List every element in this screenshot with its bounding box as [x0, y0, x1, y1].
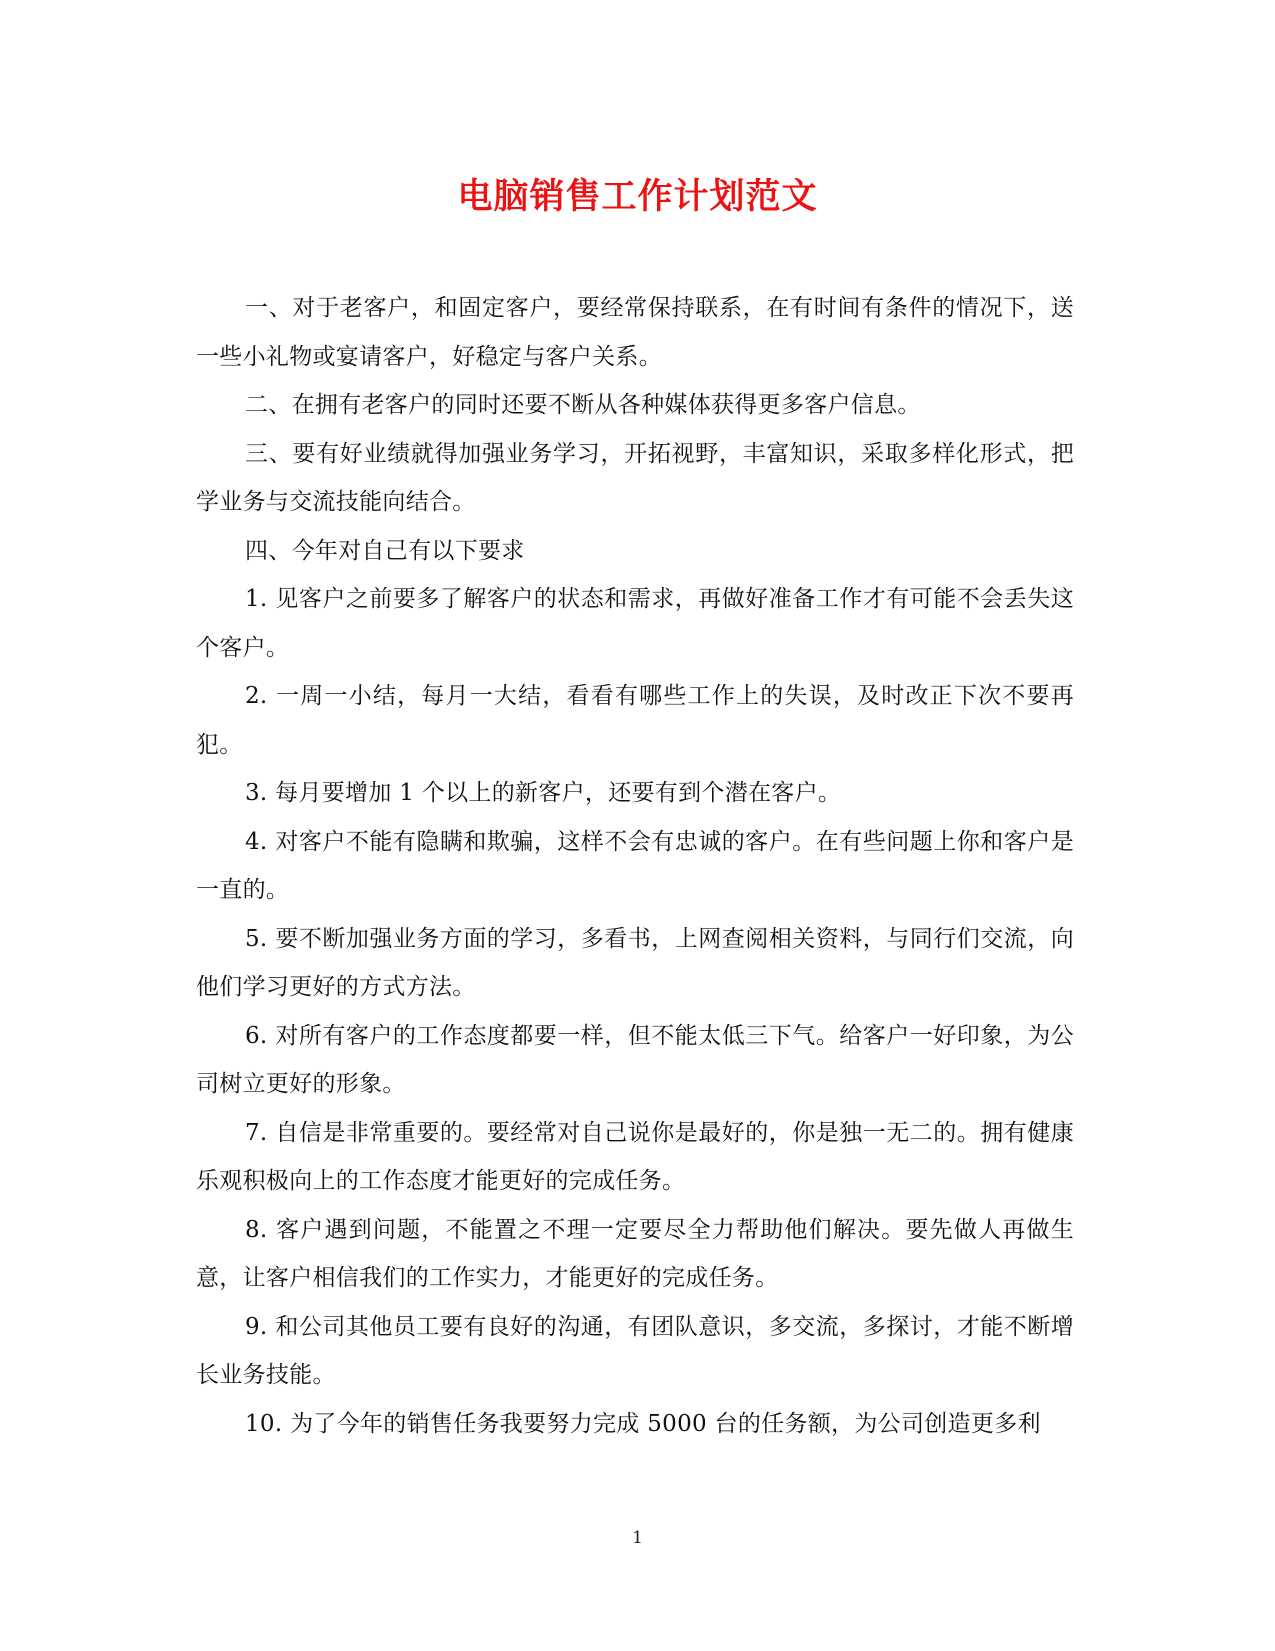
list-item-7: 7. 自信是非常重要的。要经常对自己说你是最好的，你是独一无二的。拥有健康乐观积极向上的工作态度才能更好的完成任务。 — [196, 1119, 1074, 1194]
list-item-5: 5. 要不断加强业务方面的学习，多看书，上网查阅相关资料，与同行们交流，向他们学习更好的方式方法。 — [196, 925, 1074, 1000]
list-item-6: 6. 对所有客户的工作态度都要一样，但不能太低三下气。给客户一好印象，为公司树立更好的形象。 — [196, 1022, 1074, 1097]
paragraph-old-customers: 一、对于老客户，和固定客户，要经常保持联系，在有时间有条件的情况下，送一些小礼物或宴请客户，好稳定与客户关系。 — [196, 295, 1074, 370]
list-item-1: 1. 见客户之前要多了解客户的状态和需求，再做好准备工作才有可能不会丢失这个客户。 — [196, 586, 1074, 661]
document-title: 电脑销售工作计划范文 — [457, 176, 818, 217]
paragraph-new-customer-info: 二、在拥有老客户的同时还要不断从各种媒体获得更多客户信息。 — [245, 392, 921, 418]
paragraph-business-study: 三、要有好业绩就得加强业务学习，开拓视野，丰富知识，采取多样化形式，把学业务与交流技能向结合。 — [196, 440, 1074, 515]
list-item-2: 2. 一周一小结，每月一大结，看看有哪些工作上的失误，及时改正下次不要再犯。 — [196, 683, 1074, 758]
document-body — [196, 284, 1074, 1448]
page-number: 1 — [632, 1528, 643, 1548]
list-item-8: 8. 客户遇到问题，不能置之不理一定要尽全力帮助他们解决。要先做人再做生意，让客户相信我们的工作实力，才能更好的完成任务。 — [196, 1216, 1074, 1291]
list-item-4: 4. 对客户不能有隐瞒和欺骗，这样不会有忠诚的客户。在有些问题上你和客户是一直的。 — [196, 828, 1074, 903]
paragraph-requirements-heading: 四、今年对自己有以下要求 — [245, 537, 525, 564]
list-item-10: 10. 为了今年的销售任务我要努力完成 5000 台的任务额，为公司创造更多利 — [245, 1410, 1041, 1437]
list-item-9: 9. 和公司其他员工要有良好的沟通，有团队意识，多交流，多探讨，才能不断增长业务技能。 — [196, 1313, 1074, 1388]
list-item-3: 3. 每月要增加 1 个以上的新客户，还要有到个潜在客户。 — [245, 780, 842, 806]
